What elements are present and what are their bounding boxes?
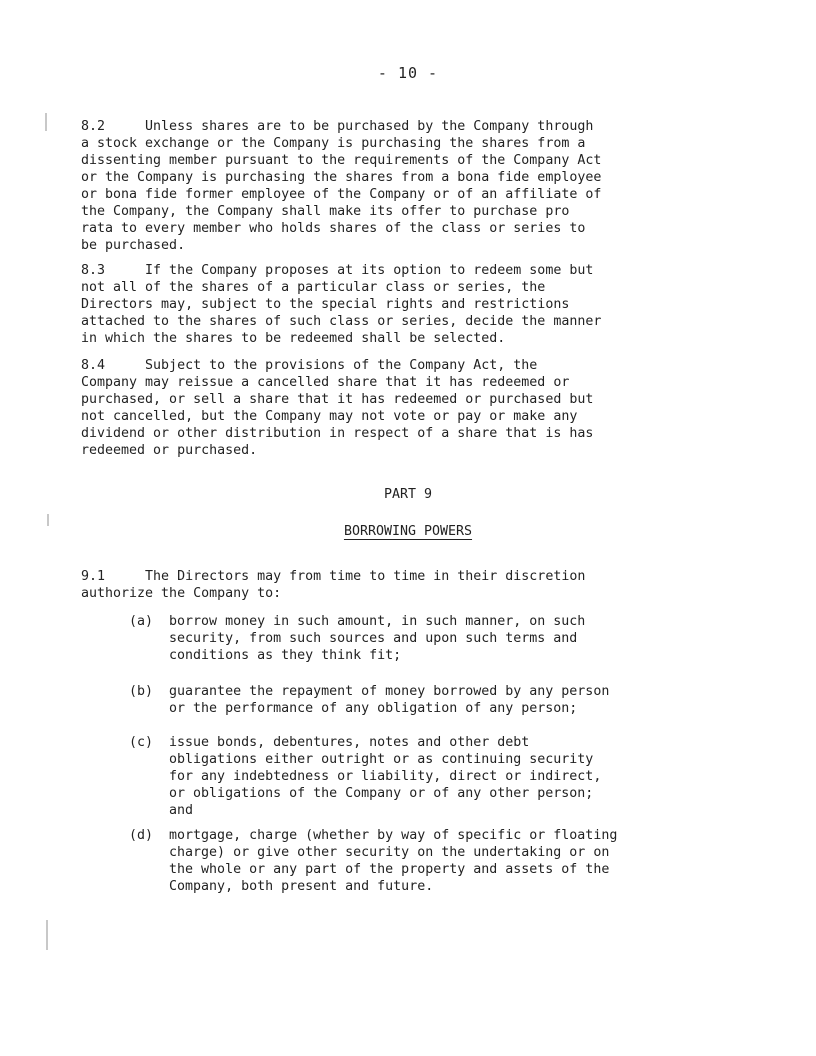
scan-mark-top — [45, 113, 47, 131]
page-number: - 10 - — [377, 64, 439, 82]
list-item-a: (a) borrow money in such amount, in such manner, on such security, from such sources and upon such terms and conditions as they think fit; — [129, 614, 586, 663]
scan-mark-middle — [47, 514, 49, 526]
section-8-2: 8.2 Unless shares are to be purchased by the Company through a stock exchange or the Company is purchasing the shares from a dissenting member pursuant to the requirements of the Company Act or the Company is purchasing the shares from a bona fide employee or bona fide former employee of the Company or of an affiliate of the Company, the Company shall make its offer to purchase pro rata to every member who holds shares of the class or series to be purchased. — [81, 119, 602, 253]
section-8-4: 8.4 Subject to the provisions of the Company Act, the Company may reissue a cancelled share that it has redeemed or purchased, or sell a share that it has redeemed or purchased but not cancelled, but the Company may not vote or pay or make any dividend or other distribution in respect of a share that is has redeemed or purchased. — [81, 358, 594, 458]
part-title: BORROWING POWERS — [343, 524, 473, 539]
list-item-d: (d) mortgage, charge (whether by way of specific or floating charge) or give other security on the undertaking or on the whole or any part of the property and assets of the Company, both present and future. — [129, 828, 618, 894]
section-8-3: 8.3 If the Company proposes at its option to redeem some but not all of the shares of a particular class or series, the Directors may, subject to the special rights and restrictions attached to the shares of such class or series, decide the manner in which the shares to be redeemed shall be selected. — [81, 263, 602, 346]
part-title-wrapper — [0, 523, 816, 540]
part-heading: PART 9 — [383, 487, 433, 502]
list-item-c: (c) issue bonds, debentures, notes and other debt obligations either outright or as continuing security for any indebtedness or liability, direct or indirect, or obligations of the Company or of any other person; and — [129, 735, 602, 818]
section-9-1: 9.1 The Directors may from time to time in their discretion authorize the Company to: — [81, 569, 586, 601]
list-item-b: (b) guarantee the repayment of money borrowed by any person or the performance of any obligation of any person; — [129, 684, 610, 716]
scan-mark-bottom — [46, 920, 48, 950]
